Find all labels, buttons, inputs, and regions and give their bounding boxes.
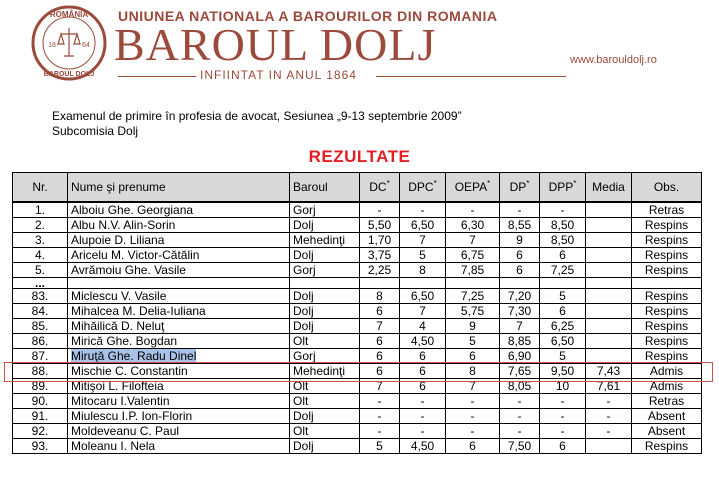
- table-row: [13, 289, 702, 304]
- cell-dpp: 8,50: [540, 218, 586, 233]
- cell-media: [586, 289, 632, 304]
- table-row: [13, 218, 702, 233]
- cell-dp: 7,30: [500, 304, 540, 319]
- cell-dpp: 6: [540, 439, 586, 454]
- results-table: [12, 172, 702, 454]
- header-obs: Obs.: [632, 173, 702, 203]
- cell-dpp: -: [540, 409, 586, 424]
- cell-dp: -: [500, 424, 540, 439]
- founded-text: INFIINTAT IN ANUL 1864: [200, 68, 357, 82]
- cell-obs: Admis: [632, 379, 702, 394]
- cell-oepa: -: [446, 409, 500, 424]
- cell-name: Moleanu I. Nela: [68, 439, 290, 454]
- cell-barou: Gorj: [290, 202, 360, 218]
- cell-dp: 6: [500, 248, 540, 263]
- founded-rule-left: [118, 76, 196, 77]
- scales-icon: [58, 28, 80, 56]
- cell-dpc: 8: [400, 263, 446, 278]
- cell-dpp: -: [540, 202, 586, 218]
- cell-barou: Olt: [290, 334, 360, 349]
- cell-barou: Dolj: [290, 439, 360, 454]
- seal-right-text: 64: [82, 42, 90, 49]
- cell-dc: -: [360, 202, 400, 218]
- cell-dpc: -: [400, 394, 446, 409]
- table-row: [13, 304, 702, 319]
- cell-obs: Admis: [632, 364, 702, 379]
- cell-barou: Gorj: [290, 263, 360, 278]
- seal-left-text: 18: [48, 42, 56, 49]
- cell-media: -: [586, 394, 632, 409]
- cell-barou: Mehedinţi: [290, 233, 360, 248]
- header-dpc: DPC*: [400, 173, 446, 203]
- cell-nr: 5.: [13, 263, 68, 278]
- cell-media: [586, 334, 632, 349]
- cell-nr: 4.: [13, 248, 68, 263]
- cell-name: Albu N.V. Alin-Sorin: [68, 218, 290, 233]
- cell-obs: Respins: [632, 334, 702, 349]
- cell-nr: 89.: [13, 379, 68, 394]
- cell-oepa: 6: [446, 439, 500, 454]
- table-separator: [13, 278, 702, 289]
- cell-nr: 92.: [13, 424, 68, 439]
- cell-dpc: 4: [400, 319, 446, 334]
- header-name: Nume şi prenume: [68, 173, 290, 203]
- cell-obs: Respins: [632, 319, 702, 334]
- cell-dpp: 8,50: [540, 233, 586, 248]
- cell-name: Mirică Ghe. Bogdan: [68, 334, 290, 349]
- cell-oepa: -: [446, 424, 500, 439]
- cell-dc: -: [360, 424, 400, 439]
- cell-dc: -: [360, 394, 400, 409]
- cell-nr: 2.: [13, 218, 68, 233]
- header-nr: Nr.: [13, 173, 68, 203]
- cell-dpp: 6: [540, 248, 586, 263]
- cell-dp: 8,05: [500, 379, 540, 394]
- subcommission: Subcomisia Dolj: [52, 124, 139, 138]
- cell-dpc: 7: [400, 304, 446, 319]
- cell-dpc: -: [400, 202, 446, 218]
- cell-oepa: 9: [446, 319, 500, 334]
- cell-dc: 5: [360, 439, 400, 454]
- cell-dpc: 6: [400, 364, 446, 379]
- cell-barou: Olt: [290, 424, 360, 439]
- cell-obs: Respins: [632, 289, 702, 304]
- cell-nr: 84.: [13, 304, 68, 319]
- seal-bottom-text: BAROUL DOLJ: [43, 71, 95, 78]
- cell-dpp: -: [540, 394, 586, 409]
- cell-media: [586, 319, 632, 334]
- cell-oepa: 7: [446, 233, 500, 248]
- cell-media: 7,61: [586, 379, 632, 394]
- cell-dc: 7: [360, 319, 400, 334]
- cell-name: Alupoie D. Liliana: [68, 233, 290, 248]
- cell-oepa: 7,25: [446, 289, 500, 304]
- cell-dpp: 9,50: [540, 364, 586, 379]
- table-row: [13, 202, 702, 218]
- cell-dc: 6: [360, 349, 400, 364]
- cell-dp: 9: [500, 233, 540, 248]
- cell-name: Mitocaru I.Valentin: [68, 394, 290, 409]
- cell-media: [586, 218, 632, 233]
- cell-oepa: 8: [446, 364, 500, 379]
- cell-name: Aricelu M. Victor-Cătălin: [68, 248, 290, 263]
- cell-dp: -: [500, 394, 540, 409]
- cell-dpp: 6,25: [540, 319, 586, 334]
- document-subtitle: [52, 109, 462, 139]
- cell-nr: 93.: [13, 439, 68, 454]
- cell-oepa: 7,85: [446, 263, 500, 278]
- cell-barou: Mehedinţi: [290, 364, 360, 379]
- header-media: Media: [586, 173, 632, 203]
- cell-nr: 86.: [13, 334, 68, 349]
- table-row: [13, 233, 702, 248]
- cell-dpc: 7: [400, 233, 446, 248]
- cell-dpc: 6,50: [400, 289, 446, 304]
- cell-dc: 6: [360, 364, 400, 379]
- cell-nr: 87.: [13, 349, 68, 364]
- cell-name: Miclescu V. Vasile: [68, 289, 290, 304]
- cell-dpp: 5: [540, 289, 586, 304]
- founded-rule-right: [376, 76, 566, 77]
- header-dpp: DPP*: [540, 173, 586, 203]
- cell-obs: Retras: [632, 394, 702, 409]
- cell-dpc: 6: [400, 379, 446, 394]
- cell-media: [586, 233, 632, 248]
- cell-barou: Dolj: [290, 289, 360, 304]
- cell-name: Miulescu I.P. Ion-Florin: [68, 409, 290, 424]
- table-row: [13, 263, 702, 278]
- cell-dpp: 6,50: [540, 334, 586, 349]
- header-oepa: OEPA*: [446, 173, 500, 203]
- brand-title: BAROUL DOLJ: [114, 19, 437, 70]
- cell-oepa: 6: [446, 349, 500, 364]
- header-dp: DP*: [500, 173, 540, 203]
- cell-media: [586, 439, 632, 454]
- cell-obs: Respins: [632, 263, 702, 278]
- cell-dpc: 6: [400, 349, 446, 364]
- cell-name: Avrămoiu Ghe. Vasile: [68, 263, 290, 278]
- cell-dp: 6,90: [500, 349, 540, 364]
- cell-dpc: -: [400, 409, 446, 424]
- cell-dpp: 6: [540, 304, 586, 319]
- header-dc: DC*: [360, 173, 400, 203]
- cell-obs: Respins: [632, 439, 702, 454]
- cell-media: -: [586, 409, 632, 424]
- cell-dp: 7,65: [500, 364, 540, 379]
- cell-nr: 85.: [13, 319, 68, 334]
- cell-name: Alboiu Ghe. Georgiana: [68, 202, 290, 218]
- cell-dc: 5,50: [360, 218, 400, 233]
- cell-obs: Respins: [632, 304, 702, 319]
- org-name: UNIUNEA NATIONALA A BAROURILOR DIN ROMANIA: [118, 8, 498, 24]
- cell-nr: 88.: [13, 364, 68, 379]
- cell-dc: -: [360, 409, 400, 424]
- cell-dp: 7,50: [500, 439, 540, 454]
- seal-top-text: ROMÂNIA: [49, 10, 89, 19]
- cell-dp: 8,55: [500, 218, 540, 233]
- cell-oepa: 5: [446, 334, 500, 349]
- results-heading: REZULTATE: [308, 147, 411, 166]
- header-barou: Baroul: [290, 173, 360, 203]
- cell-nr: 1.: [13, 202, 68, 218]
- separator-row: [13, 278, 702, 289]
- cell-dc: 2,25: [360, 263, 400, 278]
- table-row: [13, 319, 702, 334]
- cell-dpp: -: [540, 424, 586, 439]
- cell-obs: Respins: [632, 248, 702, 263]
- table-row: [13, 248, 702, 263]
- cell-obs: Respins: [632, 349, 702, 364]
- cell-dc: 6: [360, 334, 400, 349]
- cell-nr: 90.: [13, 394, 68, 409]
- cell-dpc: 6,50: [400, 218, 446, 233]
- cell-barou: Dolj: [290, 409, 360, 424]
- exam-title: Examenul de primire în profesia de avocat, Sesiunea „9-13 septembrie 2009”: [52, 109, 462, 123]
- cell-obs: Respins: [632, 233, 702, 248]
- table-body-top: [13, 202, 702, 278]
- table-row: [13, 334, 702, 349]
- cell-nr: 3.: [13, 233, 68, 248]
- cell-dc: 7: [360, 379, 400, 394]
- cell-dc: 3,75: [360, 248, 400, 263]
- cell-obs: Absent: [632, 409, 702, 424]
- seal-logo: [30, 4, 108, 82]
- cell-dpp: 7,25: [540, 263, 586, 278]
- cell-barou: Dolj: [290, 248, 360, 263]
- cell-dp: 7: [500, 319, 540, 334]
- cell-obs: Retras: [632, 202, 702, 218]
- table-row: [13, 424, 702, 439]
- cell-dp: 6: [500, 263, 540, 278]
- cell-dc: 1,70: [360, 233, 400, 248]
- cell-media: [586, 202, 632, 218]
- cell-barou: Dolj: [290, 218, 360, 233]
- cell-dpp: 10: [540, 379, 586, 394]
- cell-media: [586, 263, 632, 278]
- cell-barou: Dolj: [290, 319, 360, 334]
- cell-name: Miruţă Ghe. Radu Dinel: [68, 349, 290, 364]
- cell-obs: Respins: [632, 218, 702, 233]
- cell-nr: 83.: [13, 289, 68, 304]
- cell-barou: Olt: [290, 379, 360, 394]
- cell-media: 7,43: [586, 364, 632, 379]
- cell-name: Mihăilică D. Neluţ: [68, 319, 290, 334]
- cell-name: Mischie C. Constantin: [68, 364, 290, 379]
- cell-oepa: 6,75: [446, 248, 500, 263]
- table-row: [13, 394, 702, 409]
- cell-dpc: -: [400, 424, 446, 439]
- selected-row-box: [4, 362, 713, 382]
- cell-nr: 91.: [13, 409, 68, 424]
- table-row: [13, 439, 702, 454]
- cell-dpc: 5: [400, 248, 446, 263]
- cell-name: Mitişoi L. Filofteia: [68, 379, 290, 394]
- table-header-row: [13, 173, 702, 203]
- cell-oepa: -: [446, 202, 500, 218]
- cell-media: [586, 304, 632, 319]
- cell-dpc: 4,50: [400, 439, 446, 454]
- table-row: [13, 409, 702, 424]
- website-link[interactable]: www.barouldolj.ro: [570, 54, 657, 66]
- cell-name: Mihalcea M. Delia-Iuliana: [68, 304, 290, 319]
- cell-dp: -: [500, 409, 540, 424]
- cell-barou: Olt: [290, 394, 360, 409]
- cell-media: [586, 248, 632, 263]
- cell-dpp: 5: [540, 349, 586, 364]
- cell-oepa: -: [446, 394, 500, 409]
- cell-dp: -: [500, 202, 540, 218]
- cell-barou: Gorj: [290, 349, 360, 364]
- cell-oepa: 6,30: [446, 218, 500, 233]
- cell-obs: Absent: [632, 424, 702, 439]
- cell-oepa: 7: [446, 379, 500, 394]
- cell-dpc: 4,50: [400, 334, 446, 349]
- cell-media: -: [586, 424, 632, 439]
- separator-dots: ...: [13, 278, 68, 289]
- cell-dp: 7,20: [500, 289, 540, 304]
- cell-barou: Dolj: [290, 304, 360, 319]
- cell-dp: 8,85: [500, 334, 540, 349]
- cell-name: Moldeveanu C. Paul: [68, 424, 290, 439]
- cell-oepa: 5,75: [446, 304, 500, 319]
- cell-dc: 8: [360, 289, 400, 304]
- cell-dc: 6: [360, 304, 400, 319]
